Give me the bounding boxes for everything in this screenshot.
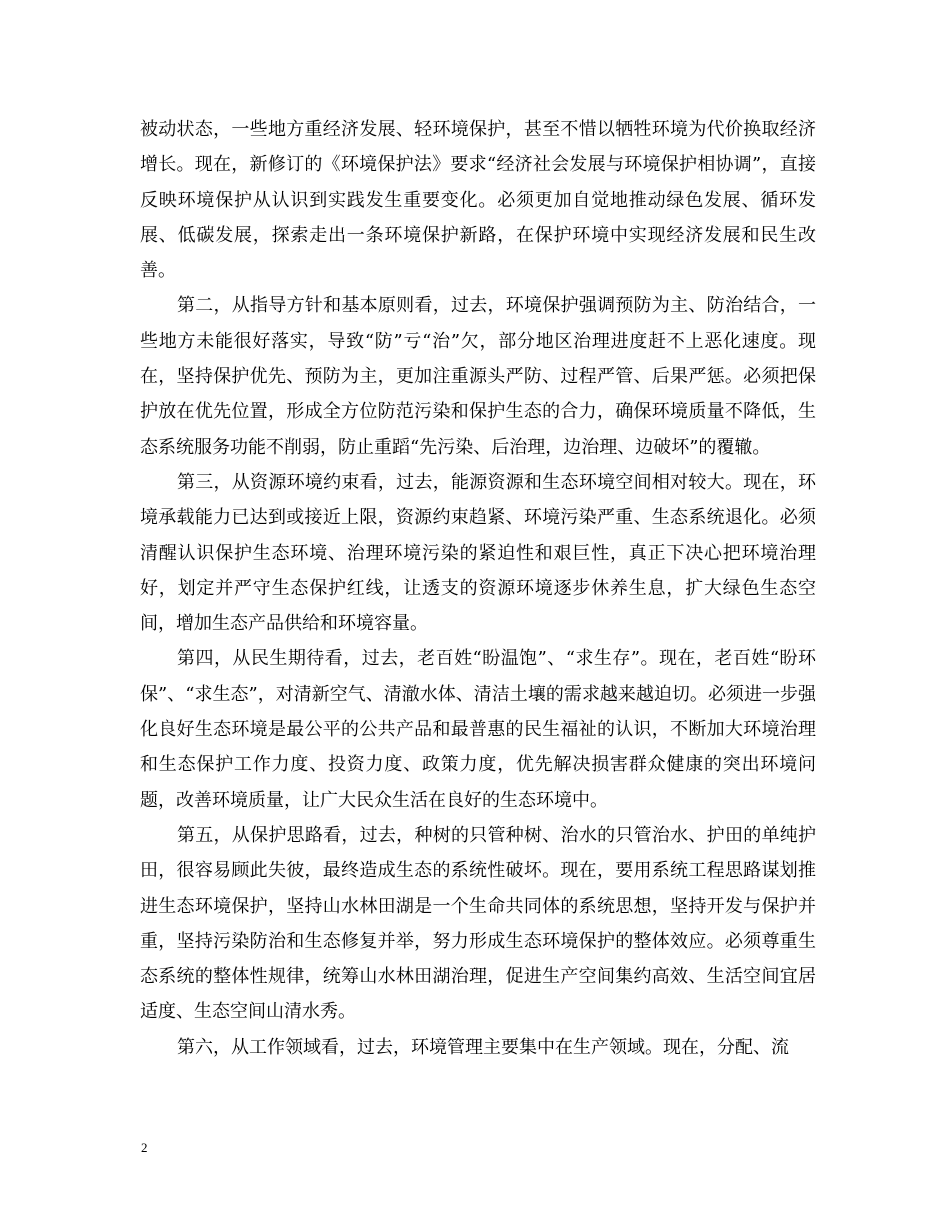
paragraph-third-point: 第三，从资源环境约束看，过去，能源资源和生态环境空间相对较大。现在，环境承载能力已达到或接近上限，资源约束趋紧、环境污染严重、生态系统退化。必须清醒认识保护生态环境、治理环境污染的紧迫性和艰巨性，真正下决心把环境治理好，划定并严守生态保护红线，让透支的资源环境逐步休养生息，扩大绿色生态空间，增加生态产品供给和环境容量。: [140, 471, 816, 635]
page-number: 2: [141, 1140, 148, 1155]
paragraph-second-point: 第二，从指导方针和基本原则看，过去，环境保护强调预防为主、防治结合，一些地方未能很好落实，导致“防”亏“治”欠，部分地区治理进度赶不上恶化速度。现在，坚持保护优先、预防为主，更加注重源头严防、过程严管、后果严惩。必须把保护放在优先位置，形成全方位防范污染和保护生态的合力，确保环境质量不降低，生态系统服务功能不削弱，防止重蹈“先污染、后治理，边治理、边破坏”的覆辙。: [140, 295, 816, 458]
paragraph-fourth-point: 第四，从民生期待看，过去，老百姓“盼温饱”、“求生存”。现在，老百姓“盼环保”、“求生态”，对清新空气、清澈水体、清洁土壤的需求越来越迫切。必须进一步强化良好生态环境是最公平的公共产品和最普惠的民生福祉的认识，不断加大环境治理和生态保护工作力度、投资力度、政策力度，优先解决损害群众健康的突出环境问题，改善环境质量，让广大民众生活在良好的生态环境中。: [140, 648, 816, 811]
paragraph-continuation: 被动状态，一些地方重经济发展、轻环境保护，甚至不惜以牺牲环境为代价换取经济增长。现在，新修订的《环境保护法》要求“经济社会发展与环境保护相协调”，直接反映环境保护从认识到实践发生重要变化。必须更加自觉地推动绿色发展、循环发展、低碳发展，探索走出一条环境保护新路，在保护环境中实现经济发展和民生改善。: [140, 119, 816, 282]
paragraph-sixth-point: 第六，从工作领域看，过去，环境管理主要集中在生产领域。现在，分配、流: [177, 1036, 789, 1058]
document-page: [140, 112, 816, 1065]
paragraph-fifth-point: 第五，从保护思路看，过去，种树的只管种树、治水的只管治水、护田的单纯护田，很容易顾此失彼，最终造成生态的系统性破坏。现在，要用系统工程思路谋划推进生态环境保护，坚持山水林田湖是一个生命共同体的系统思想，坚持开发与保护并重，坚持污染防治和生态修复并举，努力形成生态环境保护的整体效应。必须尊重生态系统的整体性规律，统筹山水林田湖治理，促进生产空间集约高效、生活空间宜居适度、生态空间山清水秀。: [140, 824, 816, 1023]
